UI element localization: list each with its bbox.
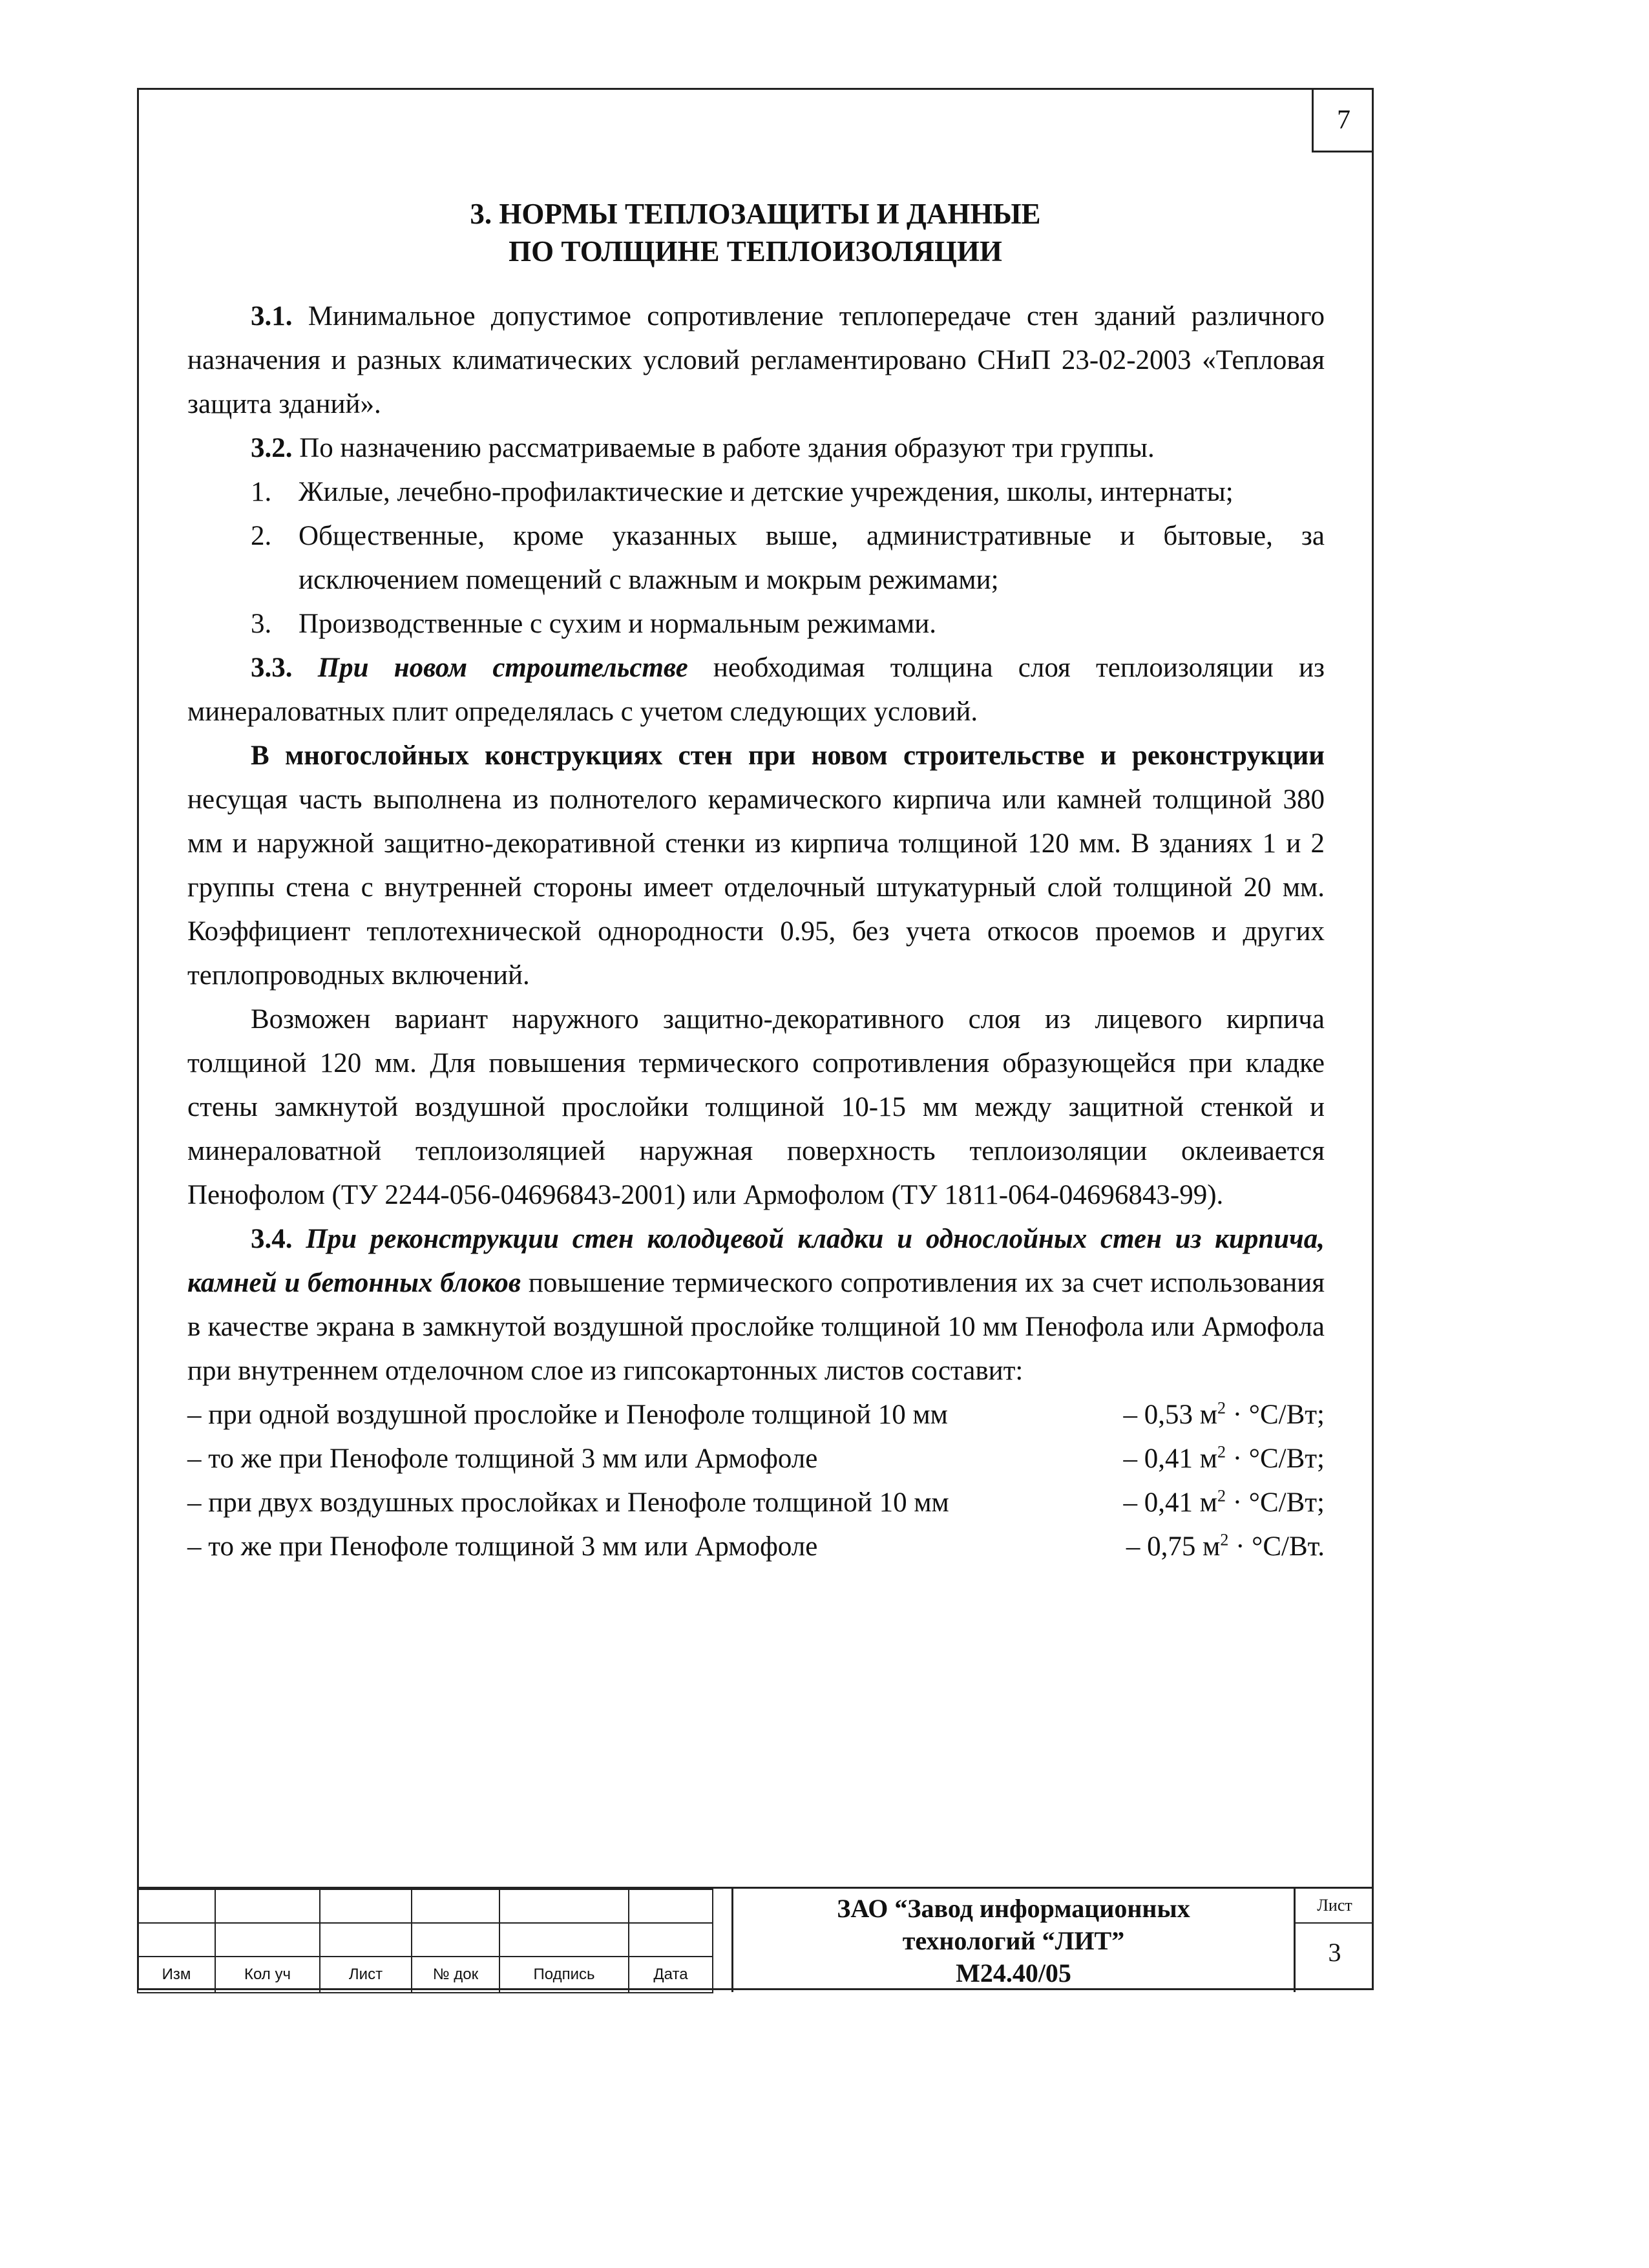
column-header: Лист — [320, 1957, 412, 1993]
paragraph-3-2 — [187, 426, 1325, 470]
title-line-2: ПО ТОЛЩИНЕ ТЕПЛОИЗОЛЯЦИИ — [509, 235, 1002, 268]
emphasis-text: При реконструкции стен колодцевой кладки и однослойных стен из кирпича, камней и бетонных блоков — [187, 1224, 1325, 1298]
document-code: М24.40/05 — [956, 1958, 1071, 1988]
list-number: 2. — [251, 521, 272, 551]
value-row — [187, 1525, 1325, 1569]
paragraph-text: несущая часть выполнена из полнотелого керамического кирпича или камней толщиной 380 мм и наружной защитно-декоративной стенки из кирпича толщиной 120 мм. В зданиях 1 и 2 группы стена с внутренней стороны имеет отделочный штукатурный слой толщиной 20 мм. Коэффициент теплотехнической однородности 0.95, без учета откосов проемов и других теплопроводных включений. — [187, 784, 1325, 991]
paragraph-3-1 — [187, 295, 1325, 426]
org-name-line-2: технологий “ЛИТ” — [902, 1926, 1125, 1955]
value-amount: – 0,41 $м^2 \cdot ^\circ С/Вт$; — [1123, 1486, 1325, 1518]
clause-number: 3.3. — [251, 653, 293, 683]
organization-block — [731, 1889, 1294, 1992]
paragraph-multilayer — [187, 734, 1325, 998]
list-number: 1. — [251, 477, 272, 507]
clause-number: 3.4. — [251, 1224, 293, 1254]
page-number: 7 — [1312, 88, 1374, 152]
value-row — [187, 1481, 1325, 1525]
column-header: Подпись — [499, 1957, 629, 1993]
value-amount: – 0,75 $м^2 \cdot ^\circ С/Вт$. — [1126, 1530, 1325, 1562]
paragraph-text: По назначению рассматриваемые в работе здания образуют три группы. — [299, 433, 1155, 463]
document-body — [187, 295, 1325, 1569]
section-title — [137, 195, 1374, 270]
paragraph-text: необходимая толщина слоя теплоизоляции из минераловатных плит определялась с учетом следующих условий. — [187, 653, 1325, 727]
sheet-label: Лист — [1296, 1889, 1374, 1924]
value-row — [187, 1393, 1325, 1437]
org-name-line-1: ЗАО “Завод информационных — [837, 1894, 1190, 1923]
paragraph-text: Возможен вариант наружного защитно-декоративного слоя из лицевого кирпича толщиной 120 мм. Для повышения термического сопротивления образующейся при кладке стены замкнутой воздушной прослойки толщиной 10-15 мм между защитной стенкой и минераловатной теплоизоляцией наружная поверхность теплоизоляции оклеивается Пенофолом (ТУ 2244-056-04696843-2001) или Армофолом (ТУ 1811-064-04696843-99). — [187, 1004, 1325, 1210]
value-row — [187, 1437, 1325, 1481]
clause-number: 3.2. — [251, 433, 293, 463]
column-header: Изм — [138, 1957, 215, 1993]
paragraph-3-3 — [187, 646, 1325, 734]
title-line-1: 3. НОРМЫ ТЕПЛОЗАЩИТЫ И ДАННЫЕ — [470, 198, 1041, 230]
value-label: – то же при Пенофоле толщиной 3 мм или Армофоле — [187, 1444, 818, 1474]
list-number: 3. — [251, 609, 272, 639]
list-text: Производственные с сухим и нормальным режимами. — [299, 609, 937, 639]
list-item — [187, 514, 1325, 602]
value-label: – при одной воздушной прослойке и Пенофоле толщиной 10 мм — [187, 1400, 948, 1430]
value-label: – то же при Пенофоле толщиной 3 мм или Армофоле — [187, 1531, 818, 1562]
column-header: № док — [412, 1957, 499, 1993]
list-text: Жилые, лечебно-профилактические и детские учреждения, школы, интернаты; — [299, 477, 1234, 507]
sheet-block — [1294, 1889, 1374, 1992]
bold-lead: В многослойных конструкциях стен при новом строительстве и реконструкции — [251, 740, 1325, 771]
emphasis-text: При новом строительстве — [317, 653, 688, 683]
paragraph-3-4 — [187, 1217, 1325, 1393]
column-header: Кол уч — [215, 1957, 320, 1993]
value-amount: – 0,41 $м^2 \cdot ^\circ С/Вт$; — [1123, 1442, 1325, 1474]
column-header: Дата — [629, 1957, 713, 1993]
title-block-stamp — [137, 1887, 1374, 1990]
paragraph-variant — [187, 998, 1325, 1217]
paragraph-text: повышение термического сопротивления их за счет использования в качестве экрана в замкнутой воздушной прослойке толщиной 10 мм Пенофола или Армофола при внутреннем отделочном слое из гипсокартонных листов составит: — [187, 1268, 1325, 1386]
revision-table — [137, 1889, 713, 1993]
list-text: Общественные, кроме указанных выше, административные и бытовые, за исключением помещений с влажным и мокрым режимами; — [299, 521, 1325, 595]
list-item — [187, 602, 1325, 646]
list-item — [187, 470, 1325, 514]
paragraph-text: Минимальное допустимое сопротивление теплопередаче стен зданий различного назначения и разных климатических условий регламентировано СНиП 23-02-2003 «Тепловая защита зданий». — [187, 301, 1325, 419]
sheet-number: 3 — [1328, 1938, 1341, 1967]
clause-number: 3.1. — [251, 301, 293, 331]
value-label: – при двух воздушных прослойках и Пенофоле толщиной 10 мм — [187, 1487, 949, 1518]
value-amount: – 0,53 $м^2 \cdot ^\circ С/Вт$; — [1123, 1398, 1325, 1430]
